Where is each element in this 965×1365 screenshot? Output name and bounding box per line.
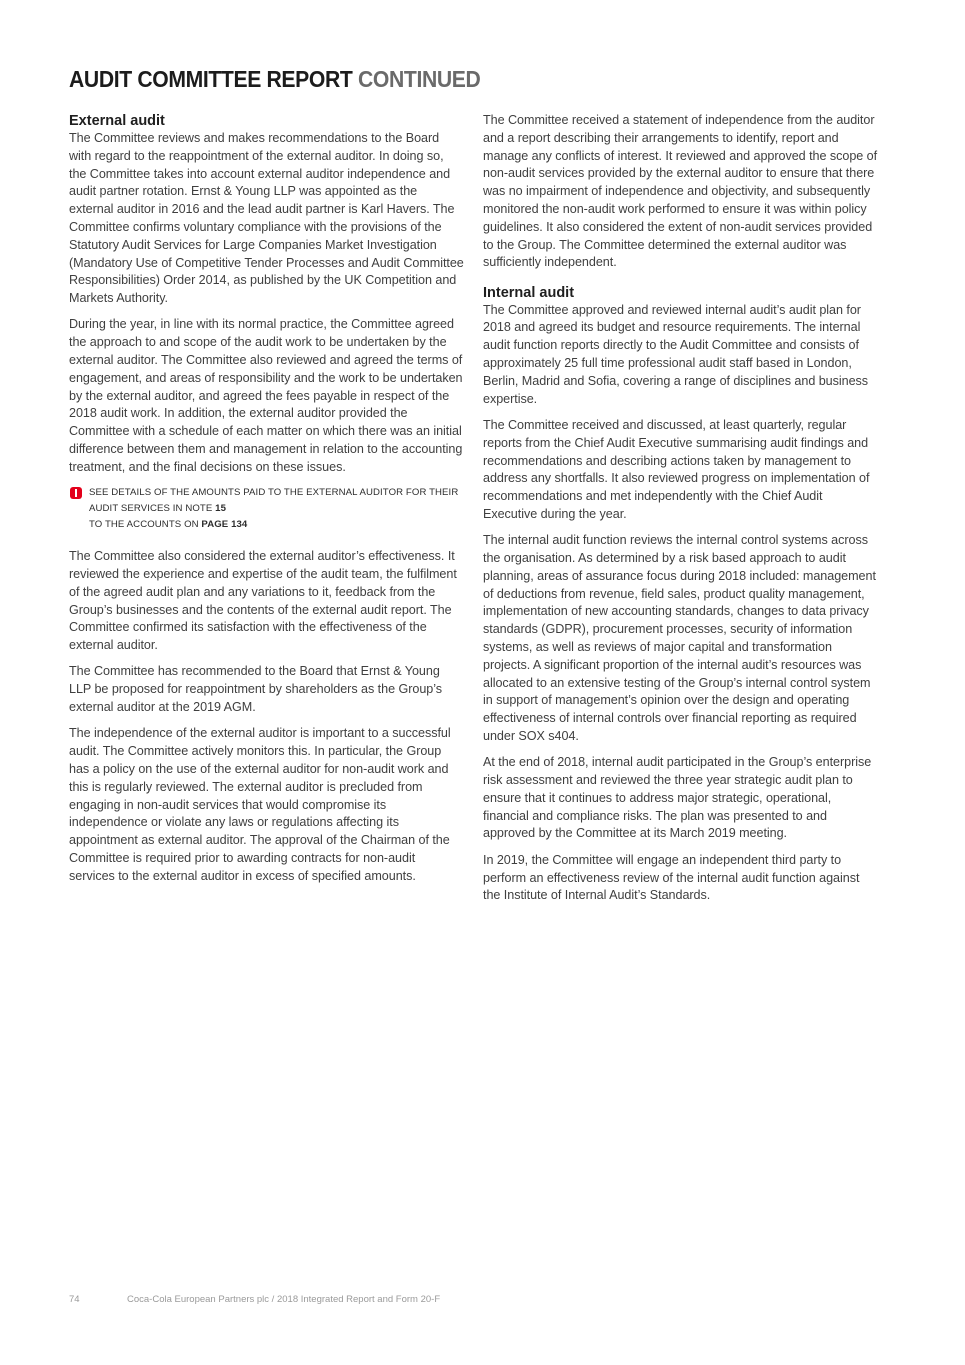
external-audit-paragraph-3: The Committee also considered the external auditor’s effectiveness. It reviewed the experience and expertise of the audit team, the fulfilment of the agreed audit plan and any variations to it, feedback from the Group’s businesses and the contents of the external audit report. The Committee confirmed its satisfaction with the effectiveness of the external auditor. <box>69 549 457 653</box>
external-audit-paragraph-2: During the year, in line with its normal practice, the Committee agreed the approach to and scope of the audit work to be undertaken by the external auditor. The Committee also reviewed and agreed the terms of engagement, and areas of responsibility and the work to be undertaken by the external auditor, and agreed the fees payable in respect of the 2018 audit work. In addition, the external auditor provided the Committee with a schedule of each matter on which there was an initial difference between them and management in relation to the accounting treatment, and the final decisions on these issues. <box>69 317 463 474</box>
page-footer <box>69 1294 440 1305</box>
internal-audit-paragraph-1: The Committee approved and reviewed internal audit’s audit plan for 2018 and agreed its budget and resource requirements. The internal audit function reports directly to the Audit Committee and consists of approximately 25 full time professional audit staff based in London, Berlin, Madrid and Sofia, covering a range of disciplines and business expertise. <box>483 302 869 406</box>
external-audit-heading: External audit <box>69 113 165 129</box>
note-number[interactable]: 15 <box>215 503 227 515</box>
info-icon <box>70 487 82 499</box>
page-title-continued: CONTINUED <box>357 66 481 92</box>
left-column <box>69 112 464 894</box>
external-audit-paragraph-1: The Committee reviews and makes recommendations to the Board with regard to the reappointment of the external auditor. In doing so, the Committee takes into account external auditor independence and audit partner rotation. Ernst & Young LLP was appointed as the external auditor in 2016 and the lead audit partner is Karl Havers. The Committee confirms voluntary compliance with the provisions of the Statutory Audit Services for Large Companies Market Investigation (Mandatory Use of Competitive Tender Processes and Audit Committee Responsibilities) Order 2014, as published by the UK Competition and Markets Authority. <box>69 131 464 306</box>
note-text-1: SEE DETAILS OF THE AMOUNTS PAID TO THE EXTERNAL AUDITOR FOR THEIR AUDIT SERVICES IN NOTE <box>89 487 459 515</box>
internal-audit-paragraph-2: The Committee received and discussed, at least quarterly, regular reports from the Chief Audit Executive summarising audit findings and recommendations and describing actions taken by management to address any shortfalls. It also reviewed progress on implementation of recommendations and met independently with the Chief Audit Executive during the year. <box>483 417 870 521</box>
internal-audit-paragraph-3: The internal audit function reviews the internal control systems across the organisation. As determined by a risk based approach to audit planning, areas of assurance focus during 2018 included: management of deductions from revenue, field sales, product quality management, implementation of new accounting standards, changes to data privacy standards (GDPR), procurement processes, security of information systems, as well as reviews of major capital and transformation projects. A significant proportion of the internal audit’s resources was allocated to an extensive testing of the Group’s internal control system in support of management’s opinion over the design and operating effectiveness of internal controls over financial reporting as required under SOX s404. <box>483 533 876 743</box>
note-text-2: TO THE ACCOUNTS ON <box>89 519 199 531</box>
page-title <box>69 64 480 94</box>
independence-paragraph: The Committee received a statement of independence from the auditor and a report describing their arrangements to identify, report and manage any conflicts of interest. It reviewed and approved the scope of non-audit services provided by the external auditor to ensure that there was no impairment of independence and objectivity, and subsequently monitored the non-audit work performed to ensure it was within policy guidelines. It also considered the extent of non-audit services provided to the Group. The Committee determined the external auditor was sufficiently independent. <box>483 113 878 270</box>
page-number: 74 <box>69 1294 80 1305</box>
page-title-main: AUDIT COMMITTEE REPORT <box>69 66 353 92</box>
internal-audit-paragraph-5: In 2019, the Committee will engage an independent third party to perform an effectiveness review of the internal audit function against the Institute of Internal Audit’s Standards. <box>483 852 860 903</box>
note-page-link[interactable]: PAGE 134 <box>201 519 248 531</box>
external-audit-paragraph-5: The independence of the external auditor is important to a successful audit. The Committee actively monitors this. In particular, the Group has a policy on the use of the external auditor for non-audit work and this is regularly reviewed. The external auditor is precluded from engaging in non-audit services that would compromise its independence or violate any laws or regulations affecting its appointment as external auditor. The approval of the Chairman of the Committee is required prior to awarding contracts for non-audit services to the external auditor in excess of specified amounts. <box>69 726 451 883</box>
publication-title: Coca-Cola European Partners plc / 2018 Integrated Report and Form 20-F <box>127 1294 441 1305</box>
right-column <box>483 112 878 914</box>
internal-audit-paragraph-4: At the end of 2018, internal audit participated in the Group’s enterprise risk assessment and reviewed the three year strategic audit plan to ensure that it continues to address major strategic, operational, financial and compliance risks. The plan was presented to and approved by the Committee at its March 2019 meeting. <box>483 755 872 841</box>
internal-audit-heading: Internal audit <box>483 284 575 301</box>
external-audit-paragraph-4: The Committee has recommended to the Board that Ernst & Young LLP be proposed for reappointment by shareholders as the Group’s external auditor at the 2019 AGM. <box>69 664 442 715</box>
note-callout <box>69 485 464 533</box>
